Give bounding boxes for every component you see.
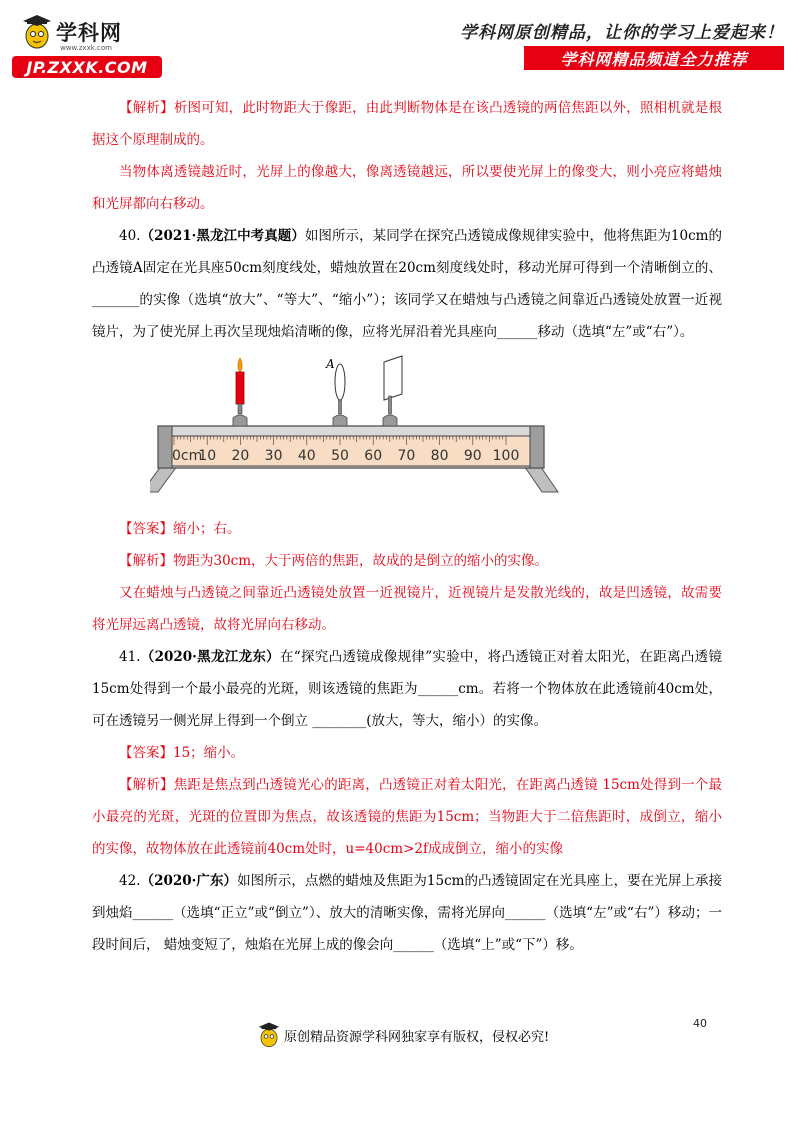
scale-label: 40 xyxy=(297,448,316,464)
site-logo[interactable] xyxy=(12,12,162,77)
analysis-text: 析图可知，此时物距大于像距，由此判断物体是在该凸透镜的两倍焦距以外，照相机就是根据这个原理制成的。 xyxy=(92,100,723,148)
scale-label: 20 xyxy=(231,448,250,464)
answer-text: 缩小；右。 xyxy=(173,521,241,537)
analysis-text: 物距为30cm，大于两倍的焦距，故成的是倒立的缩小的实像。 xyxy=(173,553,549,569)
question-source: （2021·黑龙江中考真题） xyxy=(140,228,305,244)
analysis-paragraph xyxy=(92,92,722,156)
page-header xyxy=(0,0,800,80)
logo-text: 学科网 xyxy=(56,21,122,45)
bench-left-end xyxy=(158,426,172,468)
bench-right-end xyxy=(530,426,544,468)
answer-label: 【答案】 xyxy=(119,521,173,537)
page-footer xyxy=(258,1020,549,1050)
optical-bench-diagram xyxy=(150,354,570,509)
page-number: 40 xyxy=(693,1017,707,1030)
question-number: 41. xyxy=(119,649,141,665)
light-screen xyxy=(383,356,402,426)
analysis-label: 【解析】 xyxy=(119,553,173,569)
question-source: （2020·黑龙江龙东） xyxy=(140,649,280,665)
optical-bench-figure xyxy=(150,354,570,509)
candle xyxy=(233,358,247,426)
analysis-text: 焦距是焦点到凸透镜光心的距离，凸透镜正对着太阳光，在距离凸透镜 15cm处得到一个最小最亮的光斑，光斑的位置即为焦点，故该透镜的焦距为15cm；当物距大于二倍焦距时，成倒立，缩小的实像，故物体放在此透镜前40cm处时，u=40cm>2f成成倒立，缩小的实像 xyxy=(92,777,722,857)
mascot-icon xyxy=(22,14,52,50)
convex-lens xyxy=(333,364,347,426)
scale-label: 30 xyxy=(264,448,283,464)
analysis-paragraph xyxy=(92,545,722,577)
logo-url-badge: JP.ZXXK.COM xyxy=(12,56,162,78)
question-41 xyxy=(92,641,722,737)
question-text: 如图所示，某同学在探究凸透镜成像规律实验中，他将焦距为10cm的凸透镜A固定在光具座50cm刻度线处，蜡烛放置在20cm刻度线处时，移动光屏可得到一个清晰倒立的、_______的实像（选填“放大”、“等大”、“缩小”）；该同学又在蜡烛与凸透镜之间靠近凸透镜处放置一近视镜片，为了使光屏上再次呈现烛焰清晰的像，应将光屏沿着光具座向______移动（选填“左”或“右”）。 xyxy=(92,228,722,340)
question-40 xyxy=(92,220,722,348)
scale-label: 70 xyxy=(397,448,416,464)
analysis-text: 又在蜡烛与凸透镜之间靠近凸透镜处放置一近视镜片，近视镜片是发散光线的，故是凹透镜，故需要将光屏远离凸透镜，故将光屏向右移动。 xyxy=(92,585,722,633)
answer-paragraph xyxy=(92,737,722,769)
lens-label: A xyxy=(326,357,335,371)
question-42 xyxy=(92,865,722,961)
question-text: 如图所示，点燃的蜡烛及焦距为15cm的凸透镜固定在光具座上，要在光屏上承接到烛焰______（选填“正立”或“倒立”）、放大的清晰实像，需将光屏向______（选填“左”或“右”）移动；一段时间后， 蜡烛变短了，烛焰在光屏上成的像会向______（选填“上”或“下”）移。 xyxy=(92,873,722,953)
logo-subtext: www.zxxk.com xyxy=(60,44,112,52)
scale-label: 60 xyxy=(364,448,383,464)
analysis-label: 【解析】 xyxy=(119,100,174,116)
question-number: 42. xyxy=(119,873,141,889)
scale-label: 10 xyxy=(198,448,217,464)
question-number: 40. xyxy=(119,228,141,244)
analysis-paragraph xyxy=(92,769,722,865)
analysis-text: 当物体离透镜越近时，光屏上的像越大，像离透镜越远，所以要使光屏上的像变大，则小亮应将蜡烛和光屏都向右移动。 xyxy=(92,164,722,212)
mascot-icon xyxy=(258,1021,280,1049)
answer-label: 【答案】 xyxy=(119,745,173,761)
scale-label: 100 xyxy=(492,448,520,464)
question-source: （2020·广东） xyxy=(140,873,238,889)
flame-icon xyxy=(238,358,242,372)
answer-text: 15；缩小。 xyxy=(173,745,245,761)
scale-label: 90 xyxy=(463,448,482,464)
channel-banner: 学科网精品频道全力推荐 xyxy=(524,46,784,70)
scale-label: 0cm xyxy=(172,448,203,464)
scale-label: 50 xyxy=(331,448,349,464)
analysis-label: 【解析】 xyxy=(119,777,174,793)
header-slogan: 学科网原创精品，让你的学习上爱起来！ xyxy=(460,23,784,43)
analysis-paragraph xyxy=(92,577,722,641)
scale-label: 80 xyxy=(430,448,449,464)
document-body xyxy=(92,92,722,961)
answer-paragraph xyxy=(92,513,722,545)
analysis-paragraph xyxy=(92,156,722,220)
copyright-notice: 原创精品资源学科网独家享有版权，侵权必究! xyxy=(284,1029,550,1045)
question-text: 在“探究凸透镜成像规律”实验中，将凸透镜正对着太阳光，在距离凸透镜 15cm处得到一个最小最亮的光斑，则该透镜的焦距为______cm。若将一个物体放在此透镜前40cm处，可在透镜另一侧光屏上得到一个倒立 ________(放大，等大，缩小）的实像。 xyxy=(92,649,722,729)
